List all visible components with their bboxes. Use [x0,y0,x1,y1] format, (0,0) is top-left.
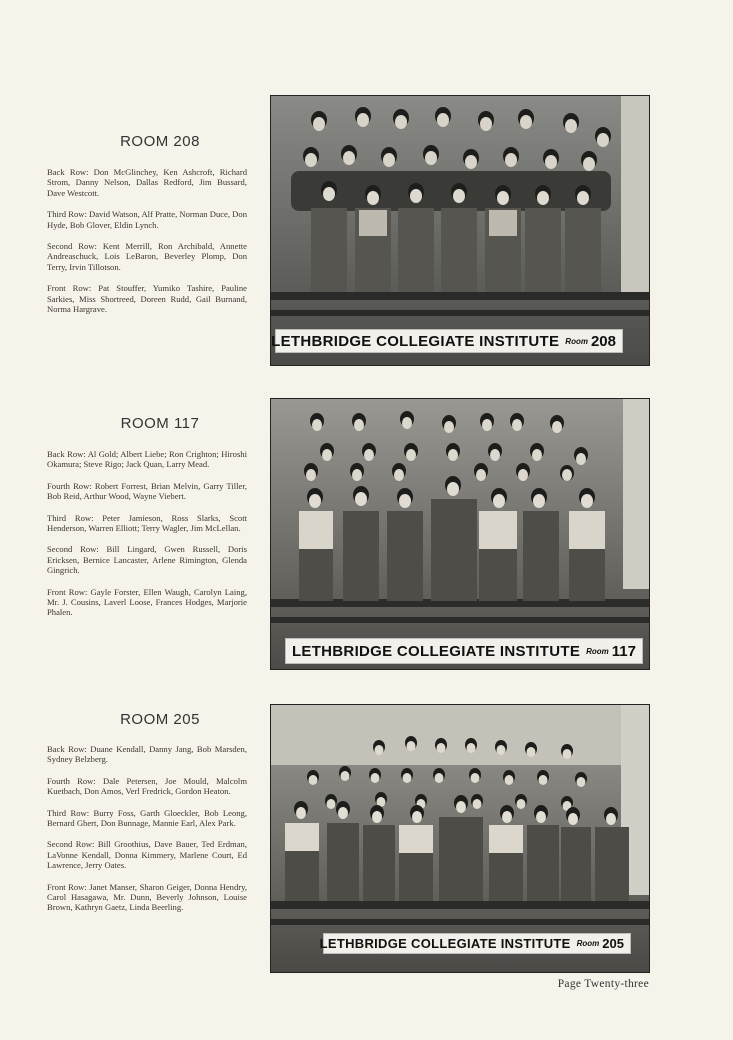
second-row-names: Second Row: Bill Groothius, Dave Bauer, Ted Erdman, LaVonne Kendall, Donna Kimmery, Marlene Court, Ed Lawrence, Jerry Oates. [47,839,247,871]
photo-banner [319,933,631,954]
front-row-names: Front Row: Pat Stouffer, Yumiko Tashire, Pauline Sarkies, Miss Shortreed, Doreen Rudd, Gail Burnand, Norma Hargrave. [47,283,247,315]
banner-text: LETHBRIDGE COLLEGIATE INSTITUTE [291,642,581,660]
third-row-names: Third Row: David Watson, Alf Pratte, Norman Duce, Don Hyde, Bob Glover, Eldin Lynch. [47,209,247,230]
class-photo-image [271,705,649,972]
room-title: ROOM 205 [120,711,200,728]
class-photo-image [271,96,649,365]
room-title: ROOM 117 [120,415,200,432]
fourth-row-names: Fourth Row: Robert Forrest, Brian Melvin, Garry Tiller, Bob Reid, Arthur Wood, Wayne Viebert. [47,480,247,502]
back-row-names: Back Row: Duane Kendall, Danny Jang, Bob Marsden, Sydney Belzberg. [47,744,247,765]
banner-text: LETHBRIDGE COLLEGIATE INSTITUTE [319,936,571,951]
banner-room-number: 117 [611,642,636,660]
front-row-names: Front Row: Gayle Forster, Ellen Waugh, Carolyn Laing, Mr. J. Cousins, Laverl Loose, Frances Hodges, Marjorie Phalen. [47,586,247,618]
photo-banner [271,329,623,353]
banner-room-number: 208 [590,332,616,350]
photo-banner [285,638,643,664]
fourth-row-names: Fourth Row: Dale Petersen, Joe Mould, Malcolm Kuetbach, Don Amos, Verl Fredrick, Gordon Heaton. [47,775,247,797]
class-photo [270,95,650,366]
back-row-names: Back Row: Don McGlinchey, Ken Ashcroft, Richard Strom, Danny Nelson, Dallas Redford, Jim Bussard, Dave Westcott. [47,167,247,198]
class-photo [270,704,650,973]
name-rows [47,167,247,325]
class-photo [270,398,650,670]
banner-room-number: 205 [602,936,624,951]
front-row-names: Front Row: Janet Manser, Sharon Geiger, Donna Hendry, Carol Hasagawa, Mr. Dunn, Beverly Johnson, Louise Brown, Kathryn Gaetz, Linda Beerling. [47,881,247,913]
name-rows [47,744,247,924]
third-row-names: Third Row: Peter Jamieson, Ross Slarks, Scott Henderson, Warren Elliott; Terry Wagler, Jim McLellan. [47,512,247,534]
third-row-names: Third Row: Burry Foss, Garth Gloeckler, Bob Leong, Bernard Ghert, Don Bunnage, Mannie Earl, Alex Park. [47,807,247,829]
banner-room-word: Room [586,646,609,656]
room-title: ROOM 208 [120,133,200,150]
banner-room-word: Room [576,939,600,948]
name-rows [47,449,247,629]
class-photo-image [271,399,649,669]
banner-text: LETHBRIDGE COLLEGIATE INSTITUTE [271,332,560,350]
banner-room-word: Room [565,336,588,346]
back-row-names: Back Row: Al Gold; Albert Liebe; Ron Crighton; Hiroshi Okamura; Steve Rigo; Jack Quan, Larry Mead. [47,449,247,470]
second-row-names: Second Row: Kent Merrill, Ron Archibald, Annette Andreaschuck, Lois LeBaron, Beverley Plomp, Don Terry, Irvin Tillotson. [47,241,247,272]
page-number: Page Twenty-three [557,978,649,990]
second-row-names: Second Row: Bill Lingard, Gwen Russell, Doris Ericksen, Bernice Lancaster, Arlene Rimington, Glenda Gingrich. [47,544,247,576]
